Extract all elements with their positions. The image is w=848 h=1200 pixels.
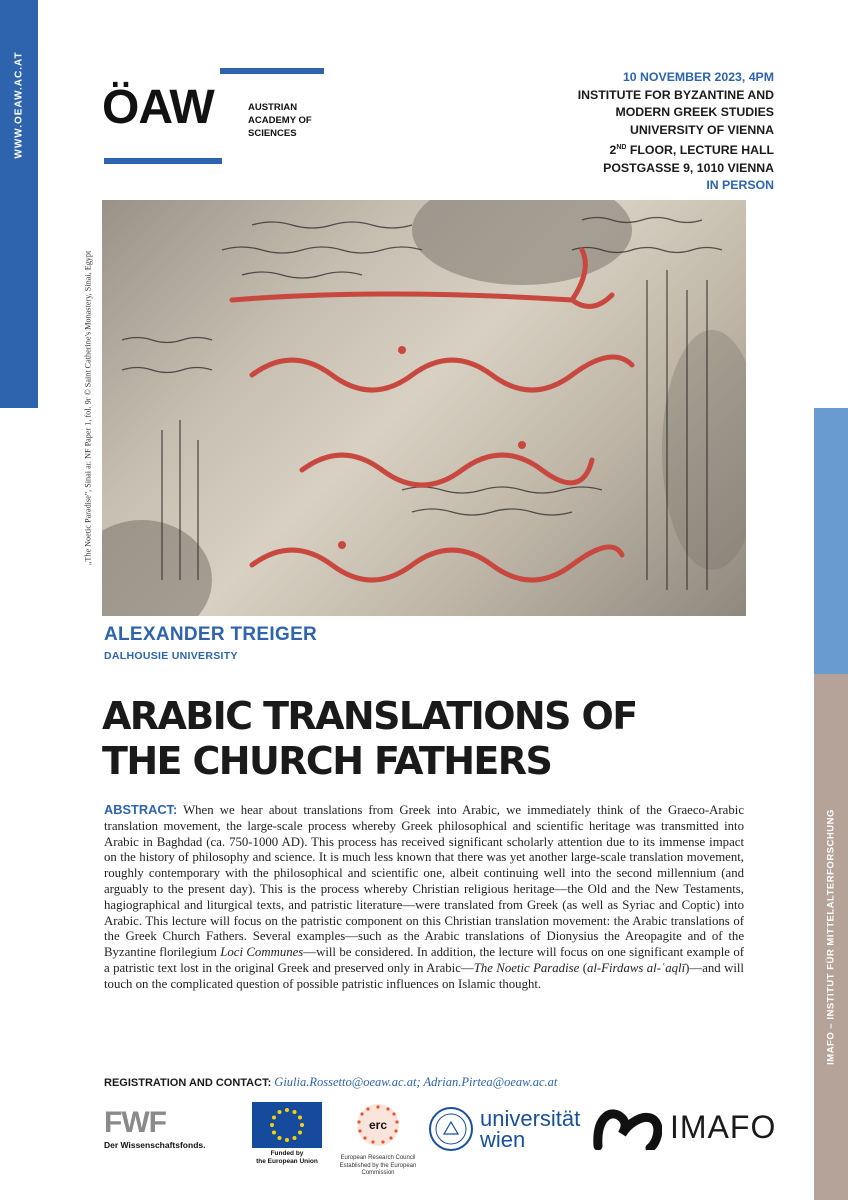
fwf-tagline: Der Wissenschaftsfonds.: [104, 1140, 206, 1150]
fwf-logo-mark: FWF: [104, 1106, 166, 1139]
academy-name-line: AUSTRIAN: [248, 102, 298, 113]
university-name-line: universität: [480, 1106, 581, 1131]
university-name: [480, 1108, 580, 1150]
erc-logo: [338, 1102, 418, 1178]
imafo-wordmark: IMAFO: [670, 1109, 777, 1145]
abstract-italic-firdaws: al-Firdaws al-ʿaqlī: [586, 960, 686, 975]
photo-caption: „The Noetic Paradise", Sinai ar. NF Paper 1, fol. 9r © Saint Catherine's Monastery, Sinai, Egypt: [83, 250, 93, 566]
event-mode: IN PERSON: [706, 178, 774, 193]
manuscript-illustration: [102, 200, 746, 616]
erc-emblem: [338, 1102, 418, 1148]
event-floor: [578, 139, 774, 160]
event-date-time: 10 NOVEMBER 2023, 4PM: [622, 70, 774, 84]
university-name-line: wien: [480, 1127, 526, 1152]
abstract-text-part: )—and will touch on the complicated question of possible patristic influences on Islamic thought.: [104, 960, 744, 991]
erc-caption-line: Established by the European Commission: [339, 1162, 417, 1176]
right-accent-bar-blue: [814, 408, 848, 674]
lecture-title: [102, 694, 637, 784]
abstract-text-part: When we hear about translations from Greek into Arabic, we immediately think of the Graeco-Arabic translation movement, the large-scale process whereby Greek philosophical and scientific heritage was transmitted into Arabic in Baghdad (ca. 750-1000 AD). This process has received significant scholarly attention due to its immense impact on the history of philosophy and science. It is much less known that there was yet another large-scale translation movement, roughly contemporary with the philosophical and scientific one, albeit continuing well into the second millennium (and arguably to the present day). This is the process whereby Christian religious heritage—the Old and the New Testaments, hagiographical and liturgical texts, and patristic literature—were translated from Greek (as well as Syriac and Coptic) into Arabic. This lecture will focus on the patristic component on this Christian translation movement: the Arabic translations of the Greek Church Fathers. Several examples—such as the Arabic translations of Dionysius the Areopagite and of the Byzantine florilegium: [104, 803, 744, 960]
lecture-title-line1: ARABIC TRANSLATIONS OF: [102, 694, 637, 738]
floor-suffix: ND: [616, 144, 627, 151]
erc-caption-line: European Research Council: [340, 1155, 416, 1161]
eu-funding-text: [252, 1150, 322, 1166]
event-institute-line2: MODERN GREEK STUDIES: [615, 105, 774, 119]
imafo-logo: [592, 1104, 776, 1150]
event-address: POSTGASSE 9, 1010 VIENNA: [603, 160, 774, 175]
speaker-name: ALEXANDER TREIGER: [104, 624, 318, 645]
abstract-text-part: (: [579, 960, 587, 975]
logo-rule-bottom: [104, 158, 222, 164]
university-vienna-logo: [428, 1106, 580, 1152]
academy-name-line: SCIENCES: [248, 128, 297, 139]
imafo-emblem-icon: [592, 1104, 662, 1150]
abstract-label: ABSTRACT:: [104, 802, 178, 817]
manuscript-photo: [102, 200, 746, 616]
imafo-side-label-box: [814, 674, 848, 1200]
erc-mark: erc: [368, 1118, 388, 1132]
website-url: WWW.OEAW.AC.AT: [13, 51, 25, 159]
registration-label: REGISTRATION AND CONTACT:: [104, 1077, 272, 1089]
contact-emails[interactable]: Giulia.Rossetto@oeaw.ac.at; Adrian.Pirtea@oeaw.ac.at: [274, 1075, 558, 1089]
logo-rule-top: [220, 68, 324, 74]
eu-logo: [252, 1102, 322, 1166]
academy-name-line: ACADEMY OF: [248, 115, 312, 126]
floor-number: 2: [609, 143, 617, 158]
oaw-logo-mark: ÖAW: [102, 81, 214, 134]
event-university: UNIVERSITY OF VIENNA: [630, 122, 774, 137]
floor-rest: FLOOR, LECTURE HALL: [626, 143, 774, 158]
eu-text-line: the European Union: [256, 1158, 318, 1165]
eu-text-line: Funded by: [270, 1150, 304, 1157]
event-institute-line1: INSTITUTE FOR BYZANTINE AND: [577, 87, 774, 102]
lecture-title-line2: THE CHURCH FATHERS: [102, 739, 552, 783]
speaker-affiliation: DALHOUSIE UNIVERSITY: [104, 650, 238, 662]
abstract-italic-loci: Loci Communes: [220, 945, 304, 960]
abstract-text-part: —will be considered. In addition, the lecture will focus on one significant example of a patristic text lost in the original Greek and preserved only in Arabic—: [104, 945, 745, 975]
eu-flag-icon: [252, 1102, 322, 1148]
event-info: [578, 69, 774, 195]
university-seal-icon: [428, 1106, 474, 1152]
registration-contact: [104, 1075, 557, 1090]
imafo-side-label: IMAFO – INSTITUT FÜR MITTELALTERFORSCHUNG: [825, 809, 837, 1065]
academy-name: [248, 101, 312, 140]
abstract-italic-noetic: The Noetic Paradise: [473, 960, 580, 975]
fwf-logo: [104, 1108, 205, 1150]
abstract-paragraph: [104, 802, 744, 993]
erc-caption: [338, 1155, 418, 1178]
